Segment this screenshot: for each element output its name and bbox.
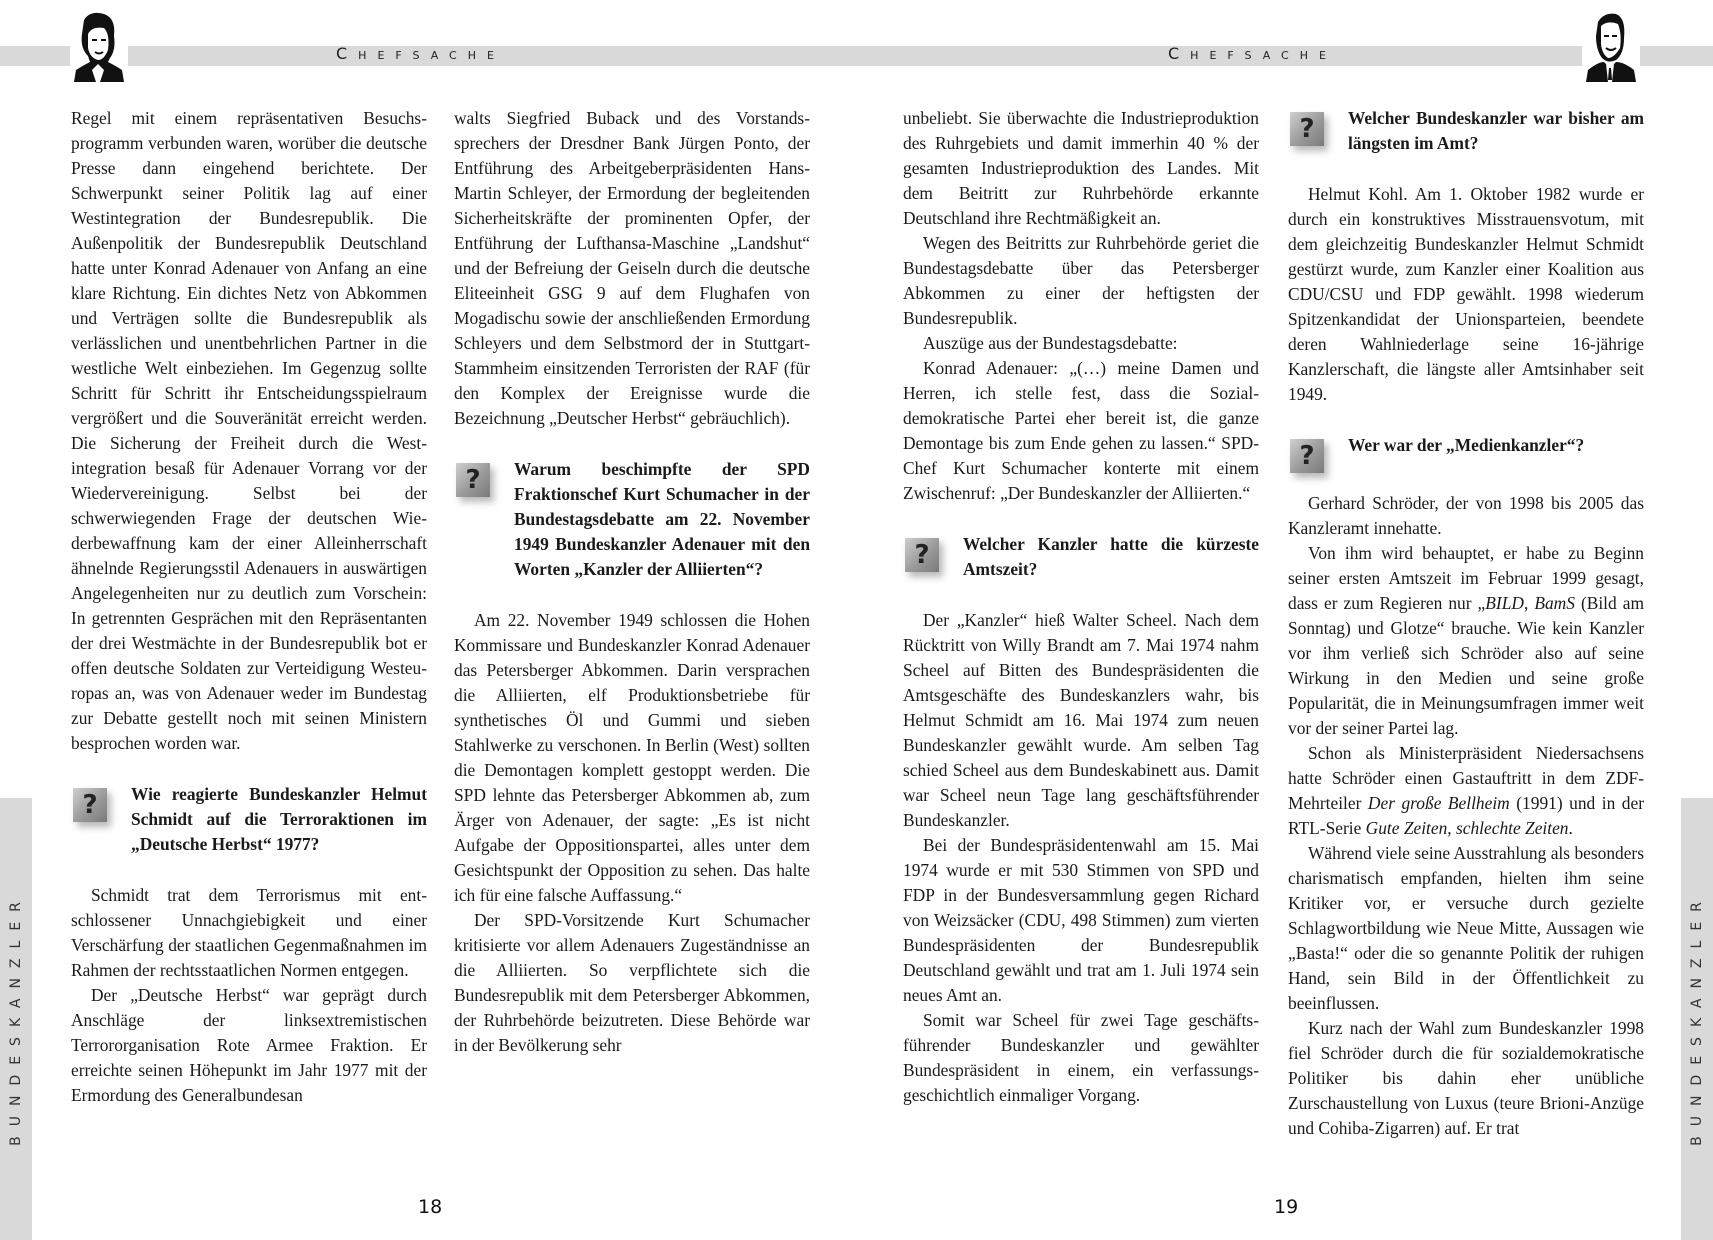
page-18 xyxy=(0,0,856,1240)
question-heading: Wie reagierte Bundeskanzler Helmut Schmidt auf die Terroraktionen im „Deutsche Herbst“ 1977? xyxy=(131,784,427,854)
page-number: 18 xyxy=(418,1196,443,1218)
question-heading: Wer war der „Medienkanzler“? xyxy=(1348,435,1585,455)
side-tab-bundeskanzler xyxy=(0,798,32,1240)
paragraph xyxy=(1288,541,1644,741)
paragraph: Helmut Kohl. Am 1. Oktober 1982 wurde er durch ein konstruktives Misstrauensvotum, mit dem gleichzeitig Bundeskanzler Helmut Schmidt gestürzt wurde, zum Kanzler einer Koalition aus CDU/CSU und FDP gewählt. 1998 wiederum Spitzenkandidat der Unionsparteien, beendete deren Wahlniederlage seine 16-jährige Kanzlerschaft, die längste aller Amtsinhaber seit 1949. xyxy=(1288,184,1644,404)
paragraph: Am 22. November 1949 schlossen die Hohen Kommissare und Bundeskanzler Konrad Adenauer das Petersberger Abkommen. Darin versprachen die Alliierten, elf Produktionsbetriebe für synthetisches Öl und Gummi und sieben Stahlwerke zu verschonen. In Berlin (West) sollten die Demontagen komplett gestoppt werden. Die SPD lehnte das Petersberger Abkommen ab, zum Ärger von Adenauer, der sagte: „Es ist nicht Aufgabe der Oppositionspartei, alles unter dem Gesichtspunkt der Opposition zu sehen. Das halte ich für eine falsche Auffassung.“ xyxy=(454,610,810,905)
question-block xyxy=(1288,106,1644,156)
page-number: 19 xyxy=(1274,1196,1299,1218)
paragraph xyxy=(1288,741,1644,841)
side-tab-bundeskanzler xyxy=(1681,798,1713,1240)
question-heading: Welcher Kanzler hatte die kürzeste Amtszeit? xyxy=(963,534,1259,579)
question-mark-icon: ? xyxy=(73,788,107,822)
question-block xyxy=(454,457,810,582)
portrait-adenauer-icon xyxy=(1582,10,1640,82)
paragraph: Auszüge aus der Bundestagsdebatte: xyxy=(923,333,1178,353)
question-mark-icon: ? xyxy=(1290,112,1324,146)
question-block xyxy=(71,782,427,857)
side-tab-label: BUNDESKANZLER xyxy=(1689,892,1705,1146)
question-heading: Warum beschimpfte der SPD Fraktionschef Kurt Schumacher in der Bundestagsdebatte am 22. November 1949 Bundeskanzler Adenauer mit den Worten „Kanzler der Alliierten“? xyxy=(514,459,810,579)
text-run: Schon als Ministerpräsident Niedersachsens hatte Schröder einen Gastauftritt in dem ZDF-Mehrteiler xyxy=(1288,743,1644,813)
question-mark-icon: ? xyxy=(1290,439,1324,473)
paragraph: Der SPD-Vorsitzende Kurt Schumacher kritisierte vor allem Adenauers Zugeständnisse an die Alliierten. So verpflichtete sich die Bundesrepublik mit dem Petersberger Abkommen, der Ruhrbehörde beizutreten. Diese Behörde war in der Bevölkerung sehr xyxy=(454,910,810,1055)
paragraph: Kurz nach der Wahl zum Bundeskanzler 1998 fiel Schröder durch die für sozialdemokratische Politiker bis dahin eher unübliche Zurschaustellung von Luxus (teure Brioni-Anzüge und Cohiba-Zigarren) auf. Er trat xyxy=(1288,1018,1644,1138)
question-mark-icon: ? xyxy=(905,538,939,572)
text-run: . xyxy=(1568,818,1573,838)
italic-title: Gute Zeiten, schlechte Zeiten xyxy=(1365,818,1569,838)
question-heading: Welcher Bundeskanzler war bisher am längsten im Amt? xyxy=(1348,108,1644,153)
italic-title: BILD xyxy=(1485,593,1524,613)
running-title: Chefsache xyxy=(1168,44,1337,63)
paragraph: walts Siegfried Buback und des Vorstandssprechers der Dresdner Bank Jürgen Ponto, der Entführung des Arbeitgeberpräsidenten Hans-Martin Schleyer, der Ermordung der begleitenden Sicherheitskräfte der prominenten Opfer, der Entführung der Lufthansa-Maschine „Landshut“ und der Befreiung der Geiseln durch die deutsche Eliteeinheit GSG 9 auf dem Flughafen von Mogadischu sowie der anschließenden Ermordung Schleyers und dem Selbstmord der in Stuttgart-Stammheim einsitzenden Terroristen der RAF (für den Komplex der Ereignisse wurde die Bezeichnung „Deutscher Herbst“ gebräuchlich). xyxy=(454,108,810,428)
left-column-2 xyxy=(454,106,810,1058)
running-title: Chefsache xyxy=(336,44,505,63)
paragraph: Konrad Adenauer: „(…) meine Damen und Herren, ich stelle fest, dass die Sozialdemokratische Partei eher bereit ist, die ganze Demontage bis zum Ende gehen zu lassen.“ SPD-Chef Kurt Schumacher konterte mit einem Zwischenruf: „Der Bundeskanzler der Alliierten.“ xyxy=(903,358,1259,503)
paragraph: Schmidt trat dem Terrorismus mit entschlossener Unnachgiebigkeit und einer Verschärfung der staatlichen Gegenmaßnahmen im Rahmen der rechtsstaatlichen Normen entgegen. xyxy=(71,885,427,980)
question-block xyxy=(1288,433,1644,483)
paragraph: Während viele seine Ausstrahlung als besonders charismatisch empfanden, hielten ihm seine Kritiker vor, er versuche durch gezielte Schlagwortbildung wie Neue Mitte, Aussagen wie „Basta!“ oder die so genannte Politik der ruhigen Hand, sein Bild in der Öffentlichkeit zu beeinflussen. xyxy=(1288,843,1644,1013)
paragraph: Der „Deutsche Herbst“ war geprägt durch Anschläge der linksextremistischen Terrororganisation Rote Armee Fraktion. Er erreichte seinen Höhepunkt im Jahr 1977 mit der Ermordung des Generalbundesan xyxy=(71,985,427,1105)
paragraph: Wegen des Beitritts zur Ruhrbehörde geriet die Bundestagsdebatte über das Petersberger Abkommen zu einer der heftigsten der Bundesrepublik. xyxy=(903,233,1259,328)
text-run: , xyxy=(1523,593,1535,613)
paragraph: Gerhard Schröder, der von 1998 bis 2005 das Kanzleramt innehatte. xyxy=(1288,493,1644,538)
portrait-merkel-icon xyxy=(70,10,128,82)
question-mark-icon: ? xyxy=(456,463,490,497)
italic-title: Der große Bellheim xyxy=(1367,793,1510,813)
paragraph: Somit war Scheel für zwei Tage geschäftsführender Bundeskanzler und gewählter Bundespräsident in einem, ein verfassungsgeschichtlich einmaliger Vorgang. xyxy=(903,1010,1259,1105)
paragraph: Regel mit einem repräsentativen Besuchsprogramm verbunden waren, worüber die deutsche Presse dann eingehend berichtete. Der Schwerpunkt seiner Politik lag auf einer Westintegration der Bundesrepublik. Die Außenpolitik der Bundesrepublik Deutschland hatte unter Konrad Adenauer von Anfang an eine klare Richtung. Ein dichtes Netz von Abkommen und Verträgen sollte die Bundesrepublik als verlässlichen und unentbehrlichen Partner in die westliche Welt einbeziehen. Im Gegenzug sollte Schritt für Schritt ihr Entscheidungsspielraum vergrößert und die Souveränität erreicht werden. Die Sicherung der Freiheit durch die Westintegration besaß für Adenauer Vorrang vor der Wiedervereinigung. Selbst bei der schwerwiegenden Frage der deutschen Wiederbewaffnung kam der einer Alleinherrschaft ähnelnde Regierungsstil Adenauers in auswärtigen Angelegenheiten nur zu deutlich zum Vorschein: In getrennten Gesprächen mit den Repräsentanten der drei Westmächte in der Bundesrepublik bot er offen deutsche Soldaten zur Verteidigung Westeuropas an, was von Adenauer weder im Bundestag zur Debatte gestellt noch mit seinen Ministern besprochen worden war. xyxy=(71,108,427,753)
right-column-1 xyxy=(903,106,1259,1108)
paragraph: Bei der Bundespräsidentenwahl am 15. Mai 1974 wurde er mit 530 Stimmen von SPD und FDP in der Bundesversammlung gegen Richard von Weizsäcker (CDU, 498 Stimmen) zum vierten Bundespräsidenten der Bundesrepublik Deutschland gewählt und trat am 1. Juli 1974 sein neues Amt an. xyxy=(903,835,1259,1005)
left-column-1 xyxy=(71,106,427,1108)
text-run: (1991) und in der RTL-Serie xyxy=(1288,793,1645,838)
text-run: (Bild am Sonntag) und Glotze“ brauche. Wie kein Kanzler vor ihm verließ sich Schröder also auf seine Wirkung in den Medien und seine große Popularität, die in Meinungsumfragen immer weit vor der seiner Partei lag. xyxy=(1288,593,1644,738)
italic-title: BamS xyxy=(1534,593,1575,613)
paragraph: unbeliebt. Sie überwachte die Industrieproduktion des Ruhrgebiets und damit immerhin 40 % der gesamten Industrieproduktion des Landes. Mit dem Beitritt zur Ruhrbehörde erkannte Deutschland ihre Rechtmäßigkeit an. xyxy=(903,108,1259,228)
text-run: Von ihm wird behauptet, er habe zu Beginn seiner ersten Amtszeit im Februar 1999 gesagt, dass er zum Regieren nur „ xyxy=(1288,543,1644,613)
right-column-2 xyxy=(1288,106,1644,1141)
paragraph: Der „Kanzler“ hieß Walter Scheel. Nach dem Rücktritt von Willy Brandt am 7. Mai 1974 nahm Scheel auf Bitten des Bundespräsidenten die Amtsgeschäfte des Bundeskanzlers wahr, bis Helmut Schmidt am 16. Mai 1974 zum neuen Bundeskanzler gewählt wurde. Am selben Tag schied Scheel aus dem Bundeskabinett aus. Damit war Scheel neun Tage lang geschäftsführender Bundeskanzler. xyxy=(903,610,1259,830)
side-tab-label: BUNDESKANZLER xyxy=(8,892,24,1146)
page-19 xyxy=(856,0,1713,1240)
question-block xyxy=(903,532,1259,582)
